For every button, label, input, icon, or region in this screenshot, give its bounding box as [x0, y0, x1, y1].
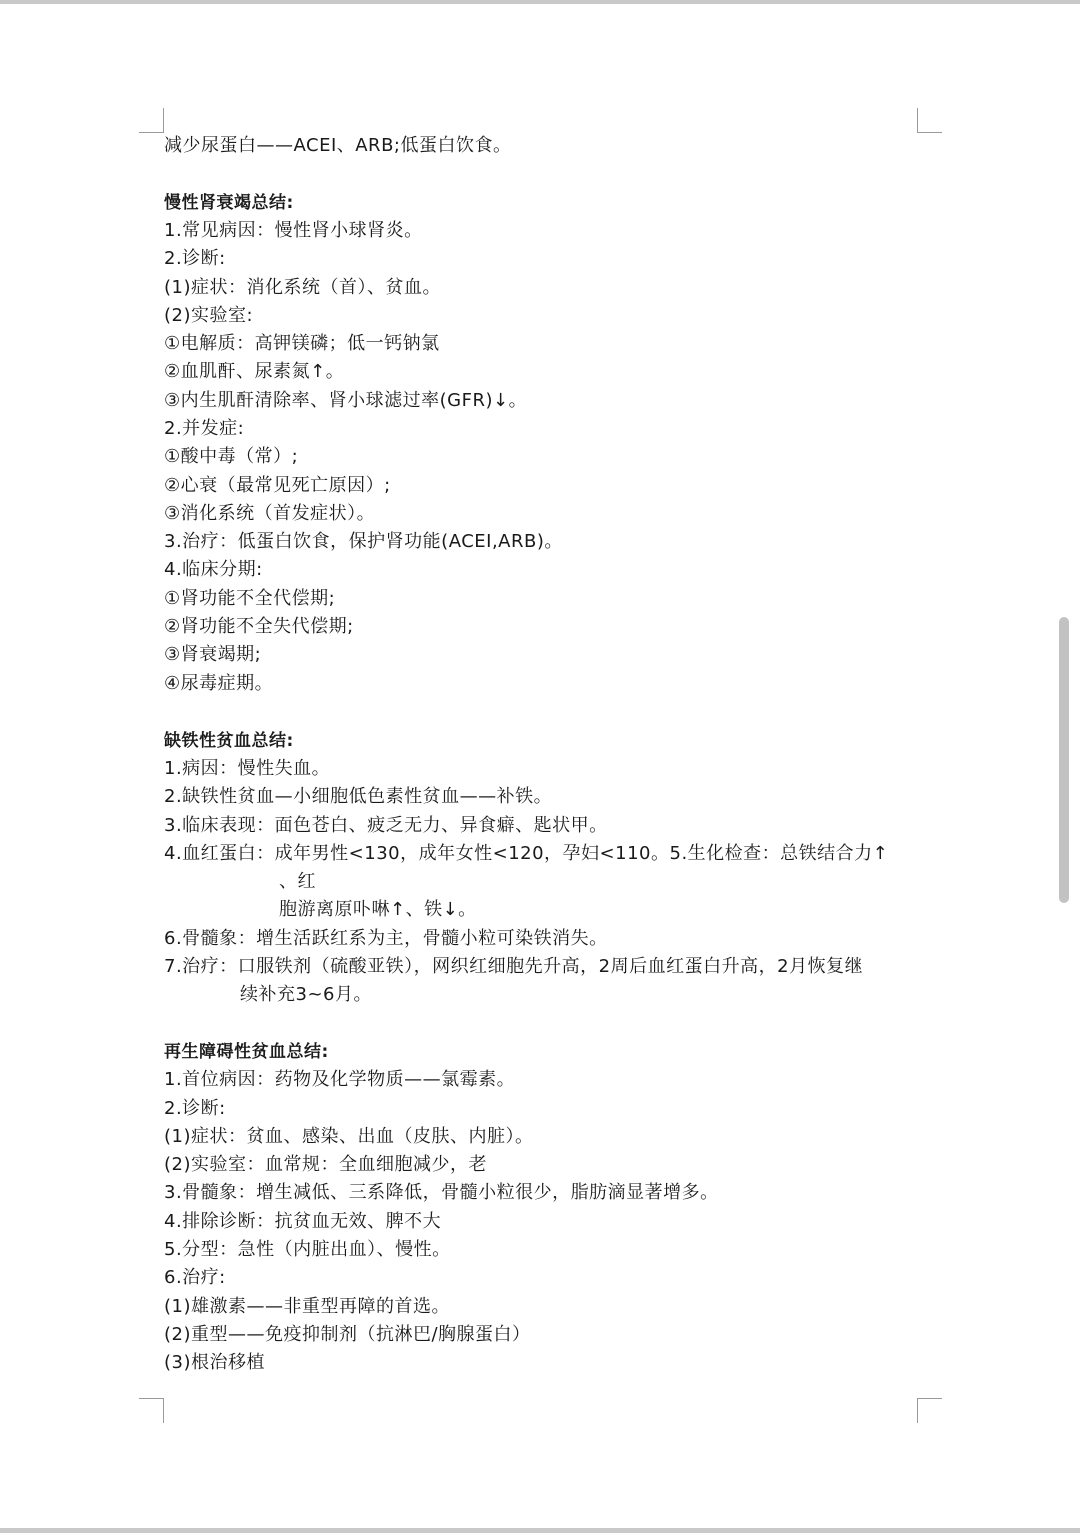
- vertical-scrollbar[interactable]: [1059, 617, 1069, 903]
- text-line: 3.骨髓象：增生减低、三系降低，骨髓小粒很少，脂肪滴显著增多。: [164, 1182, 719, 1203]
- margin-mark-top-left: [139, 108, 164, 133]
- text-line: 6.骨髓象：增生活跃红系为主，骨髓小粒可染铁消失。: [164, 928, 608, 949]
- text-line: 续补充3~6月。: [240, 984, 372, 1005]
- text-line: 、红: [279, 871, 316, 892]
- text-line: ④尿毒症期。: [164, 673, 274, 694]
- text-line: 7.治疗：口服铁剂（硫酸亚铁），网织红细胞先升高，2周后血红蛋白升高，2月恢复继: [164, 956, 864, 977]
- text-line: ②心衰（最常见死亡原因）;: [164, 475, 391, 496]
- text-line: (1)雄激素——非重型再障的首选。: [164, 1296, 450, 1317]
- text-line: 3.治疗：低蛋白饮食，保护肾功能(ACEI,ARB)。: [164, 531, 563, 552]
- margin-mark-bottom-right: [917, 1398, 942, 1423]
- text-line: (3)根治移植: [164, 1352, 265, 1373]
- text-line: 4.临床分期:: [164, 559, 263, 580]
- text-line: 3.临床表现：面色苍白、疲乏无力、异食癖、匙状甲。: [164, 815, 608, 836]
- text-line: (2)实验室：血常规：全血细胞减少，老: [164, 1154, 487, 1175]
- text-line: 1.首位病因：药物及化学物质——氯霉素。: [164, 1069, 516, 1090]
- text-line: 1.病因：慢性失血。: [164, 758, 331, 779]
- section-heading-ckd: 慢性肾衰竭总结:: [164, 193, 294, 213]
- text-line: 1.常见病因：慢性肾小球肾炎。: [164, 220, 423, 241]
- text-line: ②血肌酐、尿素氮↑。: [164, 361, 345, 382]
- text-line: 4.排除诊断：抗贫血无效、脾不大: [164, 1211, 442, 1232]
- text-line: (1)症状：消化系统（首）、贫血。: [164, 277, 441, 298]
- margin-mark-bottom-left: [139, 1398, 164, 1423]
- text-line: 2.并发症:: [164, 418, 245, 439]
- text-line: 5.分型：急性（内脏出血）、慢性。: [164, 1239, 451, 1260]
- margin-mark-top-right: [917, 108, 942, 133]
- text-line: 2.缺铁性贫血—小细胞低色素性贫血——补铁。: [164, 786, 553, 807]
- text-line: 4.血红蛋白：成年男性<130，成年女性<120，孕妇<110。5.生化检查：总铁结合力↑: [164, 843, 889, 864]
- text-line: 减少尿蛋白——ACEI、ARB;低蛋白饮食。: [164, 135, 512, 156]
- text-line: ①电解质：高钾镁磷；低一钙钠氯: [164, 333, 440, 354]
- text-line: (2)重型——免疫抑制剂（抗淋巴/胸腺蛋白）: [164, 1324, 531, 1345]
- text-line: ①肾功能不全代偿期;: [164, 588, 336, 609]
- text-line: 6.治疗:: [164, 1267, 226, 1288]
- text-line: (1)症状：贫血、感染、出血（皮肤、内脏）。: [164, 1126, 534, 1147]
- bottom-edge: [0, 1528, 1080, 1533]
- top-edge: [0, 0, 1080, 4]
- text-line: ②肾功能不全失代偿期;: [164, 616, 354, 637]
- section-heading-iron-deficiency: 缺铁性贫血总结:: [164, 731, 294, 751]
- text-line: 2.诊断:: [164, 248, 226, 269]
- text-line: ①酸中毒（常）;: [164, 446, 299, 467]
- text-line: ③内生肌酐清除率、肾小球滤过率(GFR)↓。: [164, 390, 528, 411]
- text-line: 胞游离原卟啉↑、铁↓。: [279, 899, 477, 920]
- section-heading-aplastic-anemia: 再生障碍性贫血总结:: [164, 1042, 329, 1062]
- text-line: 2.诊断:: [164, 1098, 226, 1119]
- text-line: (2)实验室:: [164, 305, 254, 326]
- text-line: ③肾衰竭期;: [164, 644, 262, 665]
- text-line: ③消化系统（首发症状）。: [164, 503, 376, 524]
